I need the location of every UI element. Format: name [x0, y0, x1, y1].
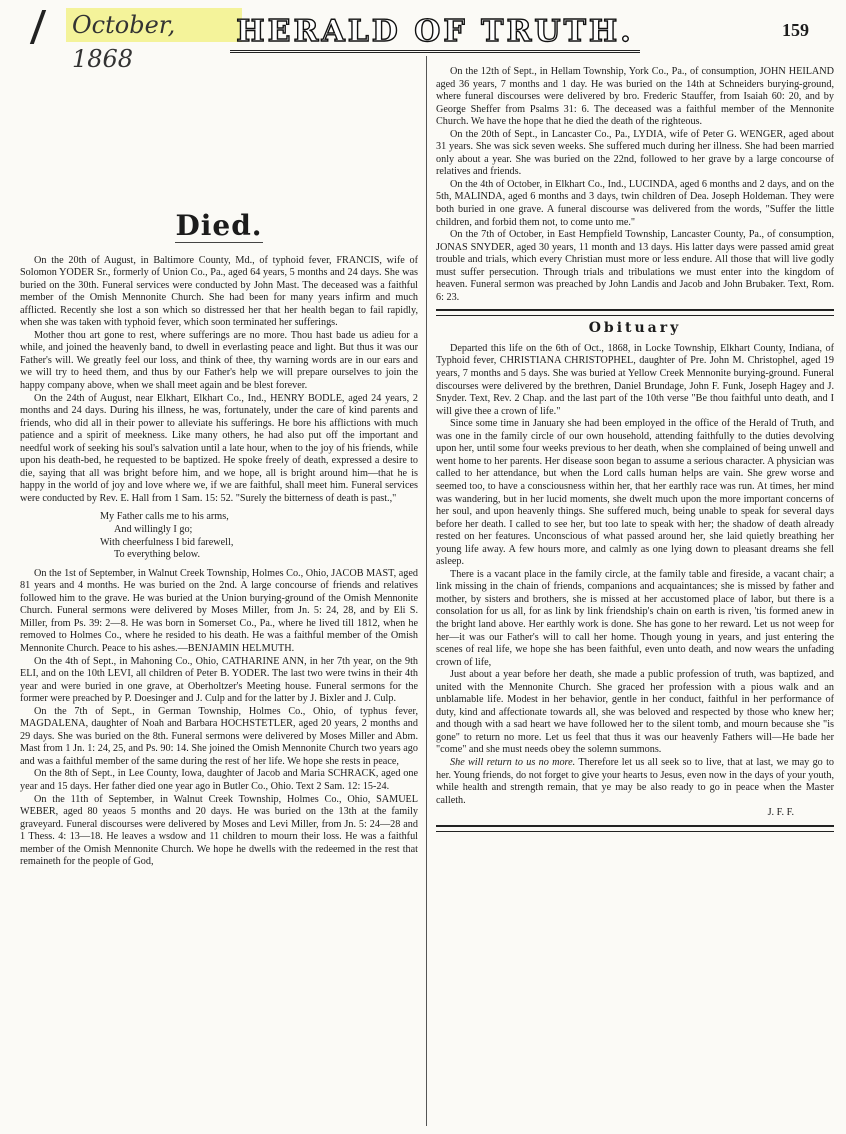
obituary-heading: Obituary	[588, 320, 682, 337]
obituary-paragraph	[436, 757, 834, 807]
masthead-title: HERALD OF TRUTH.	[230, 14, 640, 53]
verse-block	[100, 511, 418, 561]
notice-paragraph: On the 24th of August, near Elkhart, Elkhart Co., Ind., HENRY BODLE, aged 24 years, 2 months and 24 days. During his illness, he was, fortunately, under the care of kind parents and friends, who did all in their power to alleviate his sufferings. He bore his afflictions with much patience and a spirit of meekness. Like many others, he had also put off the important and needful work of seeking his soul's salvation until a late hour, when to the joy of his friends, while upon his death-bed, he requested to be baptized. He spoke freely of death, expressed a desire to die, saying that all was bright before him, and we hope, all is bright around him—that he is happy in the world of joy and love where we, if we are faithful, shall meet him. Funeral services were conducted by Rev. E. Hall from 1 Sam. 15: 52. "Surely the bitterness of death is past.,"	[20, 392, 418, 504]
died-heading: Died.	[175, 209, 263, 242]
notice-paragraph: Mother thou art gone to rest, where sufferings are no more. Thou hast bade us adieu for a while, and joined the heavenly band, to dwell in everlasting peace and light. But thus it was our Father's will. We greatly feel our loss, and think of thee, thy warning words are in our ears and we will try to heed them, and thus by our Father's help we will prepare ourselves to join the happy company above, when we shall meet again and be blest forever.	[20, 329, 418, 392]
verse-line: My Father calls me to his arms,	[100, 511, 229, 523]
column-divider	[426, 56, 427, 1126]
notice-paragraph: On the 20th of August, in Baltimore County, Md., of typhoid fever, FRANCIS, wife of Solomon YODER Sr., formerly of Union Co., Pa., aged 64 years, 5 months and 24 days. She was buried on the 30th. Funeral services were conducted by John Mast. The deceased was a faithful member of the Omish Mennonite Church. She had been for many years infirm and much afflicted. Recently she lost a son which so distressed her that her health began to fail rapidly, when she was taken with typhoid fever, which soon terminated her sufferings.	[20, 254, 418, 329]
notice-paragraph: On the 12th of Sept., in Hellam Township, York Co., Pa., of consumption, JOHN HEILAND aged 36 years, 7 months and 1 day. He was buried on the 14th at Schneiders burying-ground, where funeral discourses were delivered by bro. Frederic Stauffer, from Isaiah 60: 20, and by George Sheffer from Psalms 31: 6. The deceased was a faithful member of the Mennonite Church. We have the hope that he died the death of the righteous.	[436, 66, 834, 128]
section-rule	[436, 309, 834, 316]
closing-text: Therefore let us all seek so to live, that at last, we may go to her. Young friends, do not forget to give your hearts to Jesus, even now in the days of your youth, while health and strength remain, that ye may be also ready to go in peace when the Master calleth.	[436, 756, 834, 806]
notice-paragraph: On the 4th of Sept., in Mahoning Co., Ohio, CATHARINE ANN, in her 7th year, on the 9th ELI, and on the 10th LEVI, all children of Peter B. YODER. The last two were twins in their 4th year and were buried in one grave, at Oberholtzer's Meeting house. Funeral sermons for the former were preached by P. Doesinger and J. Culp and for the latter by J. Bixler and J. Culp.	[20, 655, 418, 705]
obituary-paragraph: Departed this life on the 6th of Oct., 1868, in Locke Township, Elkhart County, Indiana, of Typhoid fever, CHRISTIANA CHRISTOPHEL, daughter of Pre. John M. Christophel, aged 19 years, 7 months and 5 days. She was buried at Yellow Creek Mennonite burying-ground. Funeral discourses were delivered by the brethren, Daniel Brundage, John F. Funk, Joseph Hagey and J. Snyder. Text, Rev. 2 Chap. and the last part of the 10th verse "Be thou faithful unto death, and I will give thee a crown of life."	[436, 342, 834, 417]
notice-paragraph: On the 11th of September, in Walnut Creek Township, Holmes Co., Ohio, SAMUEL WEBER, aged 80 yeaos 5 months and 20 days. He was buried on the 13th at the family graveyard. Funeral discourses were delivered by Moses and Levi Miller, from Jn. 5: 24—28 and 1 Thess. 4: 13—18. He leaves a wsdow and 11 children to mourn their loss. He was a faithful member of the Omish Mennonite Church. We hope he dwells with the redeemed in the rest that remaineth for the people of God,	[20, 793, 418, 868]
verse-line: To everything below.	[114, 549, 201, 561]
section-rule	[436, 825, 834, 832]
verse-line: And willingly I go;	[114, 524, 193, 536]
right-column	[436, 66, 834, 838]
obituary-paragraph: There is a vacant place in the family circle, at the family table and fireside, a vacant chair; a link missing in the chain of friends, companions and acquaintances; she is missed by father and mother, by sisters and brothers, she is missed at her accustomed place of labor, but there is a consolation for us all, for as link by link friendship's chain on earth is riven, 'tis formed anew in the bright land above. Her earthly work is done. She has gone to her reward. Let us not weep for her—it was our Father's will to call her home. Though young in years, and just entering the scenes of real life, we hope she has been faithful, even unto death, and now wears the unfading crown of life,	[436, 568, 834, 668]
italic-phrase: She will return to us no more.	[450, 756, 576, 768]
notice-paragraph: On the 4th of October, in Elkhart Co., Ind., LUCINDA, aged 6 months and 2 days, and on the 5th, MALINDA, aged 6 months and 3 days, twin children of Dea. Joseph Holdeman. They were both buried in one grave. A funeral discourse was delivered from the words, "Suffer the little children, and forbid them not, to come unto me."	[436, 178, 834, 228]
notice-paragraph: On the 7th of October, in East Hempfield Township, Lancaster County, Pa., of consumption, JONAS SNYDER, aged 30 years, 11 month and 13 days. His latter days were passed amid great trouble and trials, which every Christian must more or less endure. All those that will live godly must suffer persecution. Through trials and tribulations we must enter into the kingdom of heaven. Funeral sermon was preached by John Landis and Jacob and John Brubaker. Text, Rom. 6: 23.	[436, 229, 834, 303]
handwritten-date: October, 1868	[66, 8, 242, 42]
obituary-paragraph: Just about a year before her death, she made a public profession of truth, was baptized, and united with the Mennonite Church. She graced her profession with a pious walk and an unblamable life. Modest in her behavior, gentle in her conduct, faithful in her performance of duty, kind and affectionate towards all, she was beloved and respected by those who knew her; and though with a sad heart we have followed her to the silent tomb, and mourn because she "is gone" to return no more. Let us feel that thus it was our heavenly Fathers will—He bade her "come" and she must needs obey the solemn summons.	[436, 669, 834, 756]
notice-paragraph: On the 1st of September, in Walnut Creek Township, Holmes Co., Ohio, JACOB MAST, aged 81 years and 4 months. He was buried on the 2nd. A large concourse of friends and relatives followed him to the grave. He was buried at the Union burying-ground of the Omish Mennonite Church. Funeral sermons were delivered by Moses Miller, from Jn. 5: 24, 28, and by Eli S. Miller, from Ps. 39: 2—8. He was born in Somerset Co., Pa., where he lived till 1812, when he removed to Holmes Co., where he resided to his death. He was a faithful member of the Omish Mennonite Church. Peace to his ashes.—BENJAMIN HELMUTH.	[20, 567, 418, 654]
notice-paragraph: On the 8th of Sept., in Lee County, Iowa, daughter of Jacob and Maria SCHRACK, aged one year and 15 days. Her father died one year ago in Butler Co., Ohio. Text 2 Sam. 12: 15-24.	[20, 768, 418, 792]
pen-mark	[30, 10, 46, 44]
notice-paragraph: On the 7th of Sept., in German Township, Holmes Co., Ohio, of typhus fever, MAGDALENA, daughter of Noah and Barbara HOCHSTETLER, aged 20 years, 2 months and 29 days. She was buried on the 8th. Funeral sermons were delivered by Moses Miller and Abm. Mast from 1 Jn. 1: 24, 25, and Ps. 90: 14. She joined the Omish Mennonite Church two years ago and was a faithful member of the same during the rest of her life. We hope she rests in peace,	[20, 705, 418, 767]
obituary-paragraph: Since some time in January she had been employed in the office of the Herald of Truth, and was one in the family circle of our own household, attending faithfully to the duties devolving upon her, until some four weeks previous to her death, when she complained of being unwell and went home to her parents. Her disease soon began to assume a serious character. A physician was called to her attendance, but when the Lord calls human helps are vain. She grew worse and seemed too, to have a consciousness within her, that her earthly race was run. At times, her mind was wandering, but in her lucid moments, she dwelt much upon the more important concerns of her soul, and upon heavenly things. She suffered much, being unable to speak for several days before her death. I called to see her, but too late to speak with her; the shadow of death already rested on her features. Unconscious of what passed around her, she laid quietly breathing her young life away. A few hours more, and calmly as one lying down to pleasant dreams she fell asleep.	[436, 418, 834, 568]
verse-line: With cheerfulness I bid farewell,	[100, 536, 234, 548]
page-number: 159	[782, 20, 809, 40]
signature: J. F. F.	[767, 807, 794, 819]
left-column	[20, 66, 418, 869]
notice-paragraph: On the 20th of Sept., in Lancaster Co., Pa., LYDIA, wife of Peter G. WENGER, aged about 31 years. She was sick seven weeks. She suffered much during her illness. She had been married only about a year. She was buried on the 22nd, followed to her grave by a large concourse of relatives and friends.	[436, 128, 834, 178]
